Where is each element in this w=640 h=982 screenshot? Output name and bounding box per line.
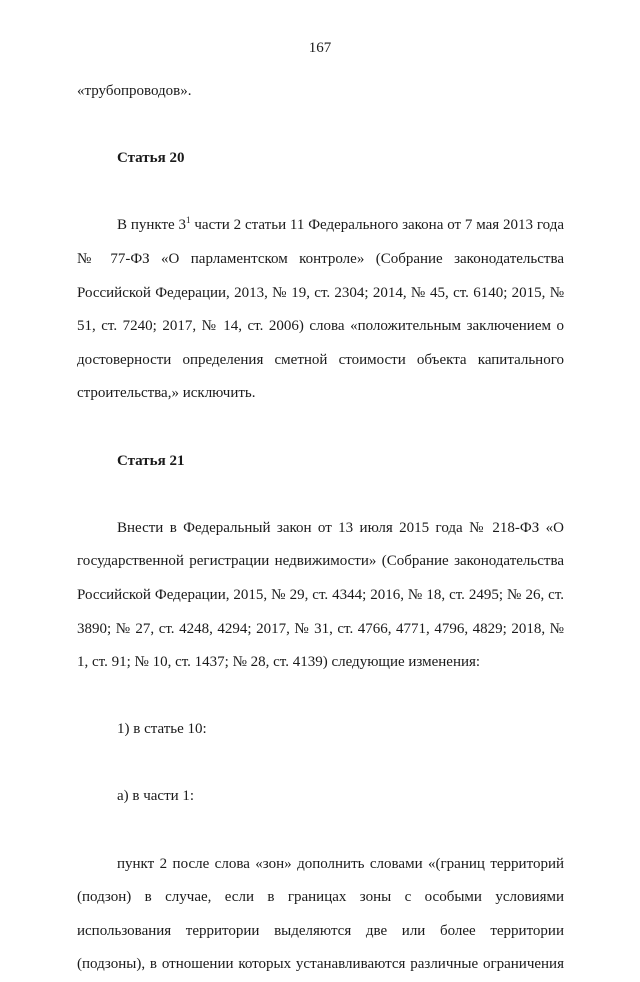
article-20-heading: Статья 20: [117, 150, 185, 167]
article-21-heading: Статья 21: [117, 452, 185, 469]
spacer: [77, 814, 564, 848]
article-20-text-rest: части 2 статьи 11 Федерального закона от 7 мая 2013 года № 77-ФЗ «О парламентском контроле» (Собрание законодательства Российской Федерации, 2013, № 19, ст. 2304; 2014, № 45, ст. 6140; 2015, № 51, ст. 7240; 2017, № 14, ст. 2006) слова «положительным заключением о достоверности определения сметной стоимости объекта капитального строительства,» исключить.: [77, 217, 564, 402]
superscript: 1: [186, 215, 191, 226]
spacer: [77, 109, 564, 143]
paragraph-continuation: «трубопроводов».: [77, 83, 192, 99]
document-body: [77, 75, 564, 982]
list-item-1: 1) в статье 10:: [117, 721, 207, 738]
article-21-text: Внести в Федеральный закон от 13 июля 2015 года № 218-ФЗ «О государственной регистрации недвижимости» (Собрание законодательства Российской Федерации, 2015, № 29, ст. 4344; 2016, № 18, ст. 2495; № 26, ст. 3890; № 27, ст. 4248, 4294; 2017, № 31, ст. 4766, 4771, 4796, 4829; 2018, № 1, ст. 91; № 10, ст. 1437; № 28, ст. 4139) следующие изменения:: [77, 519, 564, 671]
spacer: [77, 680, 564, 714]
spacer: [77, 747, 564, 781]
spacer: [77, 176, 564, 210]
article-20-text-start: В пункте 3: [117, 217, 187, 234]
spacer: [77, 478, 564, 512]
list-item-1a-text: пункт 2 после слова «зон» дополнить словами «(границ территорий (подзон) в случае, если в границах зоны с особыми условиями использования территории выделяются две или более территории (подзоны), в отношении которых устанавливаются различные ограничения: [77, 855, 564, 973]
article-20-text: [77, 209, 564, 411]
spacer: [77, 411, 564, 445]
list-item-1a: а) в части 1:: [117, 788, 195, 805]
page-number: 167: [308, 40, 332, 56]
